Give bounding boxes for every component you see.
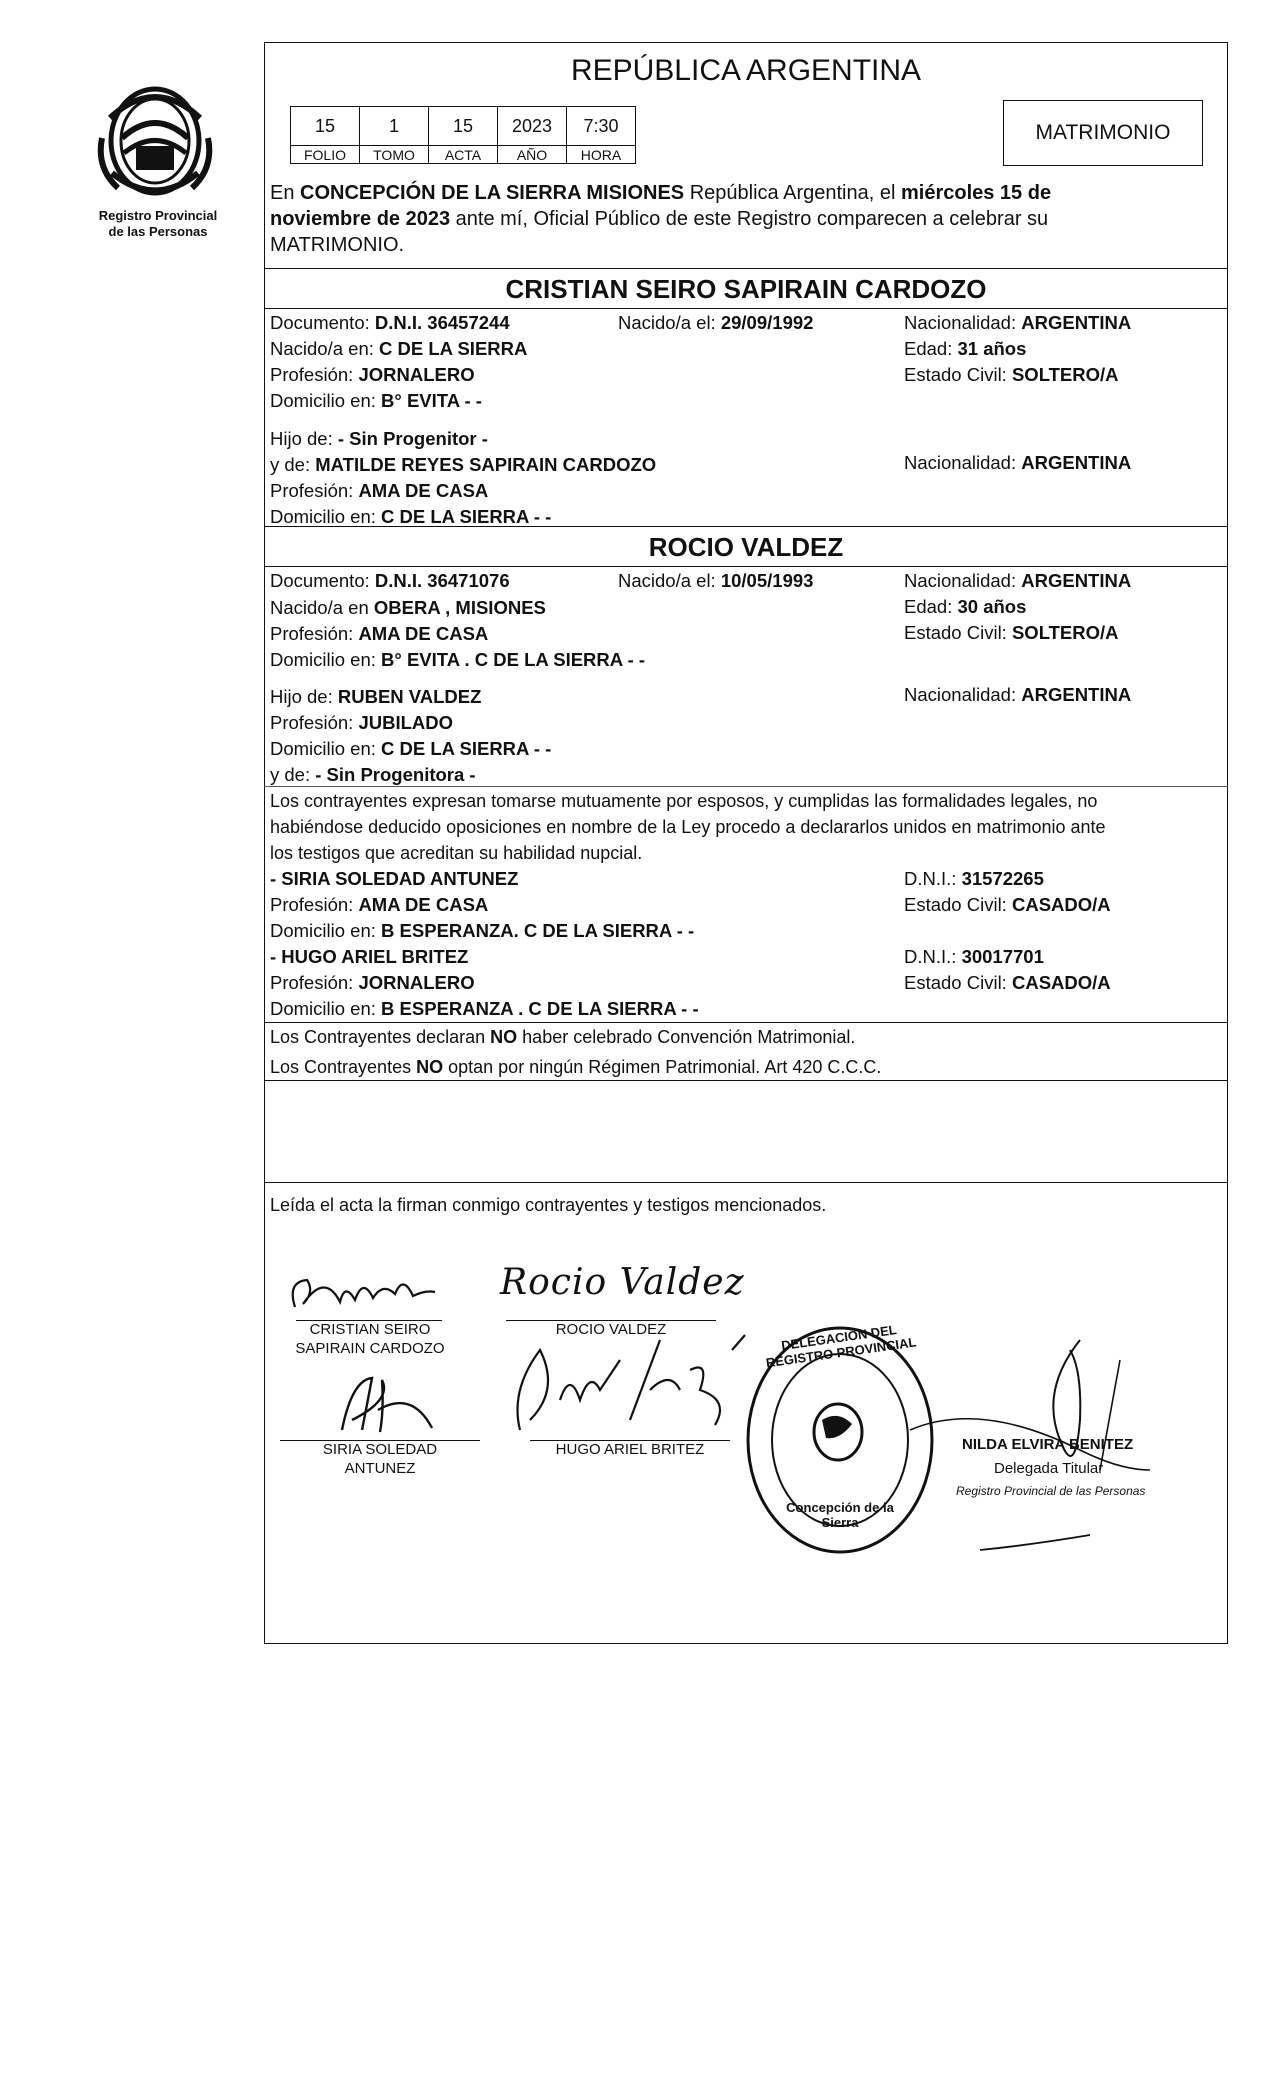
folio-value: 15 [291, 107, 360, 146]
tomo-value: 1 [360, 107, 429, 146]
witness1-dom: Domicilio en: B ESPERANZA. C DE LA SIERRA - - [270, 920, 695, 941]
official-name: NILDA ELVIRA BENITEZ [962, 1436, 1134, 1453]
logo-label-line1: Registro Provincial [98, 208, 218, 223]
spouse1-mother-dom: Domicilio en: C DE LA SIERRA - - [270, 506, 552, 527]
hora-value: 7:30 [567, 107, 636, 146]
closing-text: Leída el acta la firman conmigo contrayentes y testigos mencionados. [270, 1195, 827, 1215]
acta-label: ACTA [429, 146, 498, 164]
signature-siria [322, 1370, 462, 1440]
spouse1-civil: Estado Civil: SOLTERO/A [904, 364, 1119, 385]
spouse2-father: Hijo de: RUBEN VALDEZ [270, 686, 482, 707]
witness1-name: - SIRIA SOLEDAD ANTUNEZ [270, 868, 519, 889]
signature-rocio: Rocio Valdez [500, 1262, 745, 1303]
witness1-dni: D.N.I.: 31572265 [904, 868, 1044, 889]
spouse1-born: Nacido/a el: 29/09/1992 [618, 312, 814, 333]
signature-hugo [500, 1330, 760, 1440]
spouse1-dom: Domicilio en: B° EVITA - - [270, 390, 482, 411]
sig2-label: ROCIO VALDEZ [555, 1321, 667, 1338]
spouse2-dom: Domicilio en: B° EVITA . C DE LA SIERRA - - [270, 649, 646, 670]
spouse1-age: Edad: 31 años [904, 338, 1027, 359]
spouse2-born: Nacido/a el: 10/05/1993 [618, 570, 814, 591]
spouse1-father: Hijo de: - Sin Progenitor - [270, 428, 488, 449]
country-title: REPÚBLICA ARGENTINA [570, 54, 922, 87]
registry-table [290, 106, 636, 164]
intro-paragraph: En CONCEPCIÓN DE LA SIERRA MISIONES República Argentina, el miércoles 15 de noviembre de 2023 ante mí, Oficial Público de este Registro comparecen a celebrar su MATRIMONIO. [270, 182, 1052, 256]
spouse2-doc: Documento: D.N.I. 36471076 [270, 570, 510, 591]
witness2-dni: D.N.I.: 30017701 [904, 946, 1044, 967]
sig4-label: HUGO ARIEL BRITEZ [555, 1441, 705, 1458]
spouse1-nat: Nacionalidad: ARGENTINA [904, 312, 1132, 333]
witness2-dom: Domicilio en: B ESPERANZA . C DE LA SIERRA - - [270, 998, 699, 1019]
spouse2-prof: Profesión: AMA DE CASA [270, 623, 489, 644]
witness2-civil: Estado Civil: CASADO/A [904, 972, 1111, 993]
official-org: Registro Provincial de las Personas [956, 1484, 1146, 1498]
signature-cristian [285, 1262, 455, 1322]
spouse2-nat: Nacionalidad: ARGENTINA [904, 570, 1132, 591]
logo-label [78, 208, 238, 240]
logo-label-line2: de las Personas [108, 224, 208, 239]
spouse2-father-nat: Nacionalidad: ARGENTINA [904, 684, 1132, 705]
spouse1-mother-prof: Profesión: AMA DE CASA [270, 480, 489, 501]
intro-place: CONCEPCIÓN DE LA SIERRA MISIONES [300, 182, 685, 204]
spouse1-prof: Profesión: JORNALERO [270, 364, 475, 385]
witness2-name: - HUGO ARIEL BRITEZ [270, 946, 469, 967]
spouse1-doc: Documento: D.N.I. 36457244 [270, 312, 510, 333]
spouse1-mother-nat: Nacionalidad: ARGENTINA [904, 452, 1132, 473]
declaration: Los contrayentes expresan tomarse mutuamente por esposos, y cumplidas las formalidades legales, no habiéndose deducido oposiciones en nombre de la Ley procedo a declararlos unidos en matrimonio ante los testigos que acreditan su habilidad nupcial. [270, 791, 1106, 863]
province-logo [92, 78, 218, 204]
spouse2-father-dom: Domicilio en: C DE LA SIERRA - - [270, 738, 552, 759]
hora-label: HORA [567, 146, 636, 164]
tomo-label: TOMO [360, 146, 429, 164]
spouse2-age: Edad: 30 años [904, 596, 1027, 617]
intro-date: miércoles 15 de [900, 182, 1052, 204]
regime-line2: Los Contrayentes NO optan por ningún Régimen Patrimonial. Art 420 C.C.C. [270, 1057, 882, 1077]
spouse2-father-prof: Profesión: JUBILADO [270, 712, 453, 733]
record-type-box: MATRIMONIO [1003, 100, 1203, 166]
stamp-place: Concepción de la Sierra [786, 1500, 894, 1530]
witness1-prof: Profesión: AMA DE CASA [270, 894, 489, 915]
sig1-label: CRISTIAN SEIRO SAPIRAIN CARDOZO [295, 1321, 445, 1357]
folio-label: FOLIO [291, 146, 360, 164]
regime-line1: Los Contrayentes declaran NO haber celebrado Convención Matrimonial. [270, 1027, 856, 1047]
spouse1-name: CRISTIAN SEIRO SAPIRAIN CARDOZO [505, 274, 987, 304]
sig3-label: SIRIA SOLEDAD ANTUNEZ [322, 1441, 438, 1477]
anio-value: 2023 [498, 107, 567, 146]
witness2-prof: Profesión: JORNALERO [270, 972, 475, 993]
spouse2-mother: y de: - Sin Progenitora - [270, 764, 476, 785]
witness1-civil: Estado Civil: CASADO/A [904, 894, 1111, 915]
official-title: Delegada Titular [994, 1460, 1104, 1477]
spouse2-birthplace: Nacido/a en OBERA , MISIONES [270, 597, 546, 618]
stamp-text: DELEGACIÓN DEL REGISTRO PROVINCIAL [764, 1322, 918, 1371]
spouse2-name: ROCIO VALDEZ [648, 532, 844, 562]
acta-value: 15 [429, 107, 498, 146]
spouse2-civil: Estado Civil: SOLTERO/A [904, 622, 1119, 643]
anio-label: AÑO [498, 146, 567, 164]
spouse1-mother: y de: MATILDE REYES SAPIRAIN CARDOZO [270, 454, 657, 475]
spouse1-birthplace: Nacido/a en: C DE LA SIERRA [270, 338, 528, 359]
